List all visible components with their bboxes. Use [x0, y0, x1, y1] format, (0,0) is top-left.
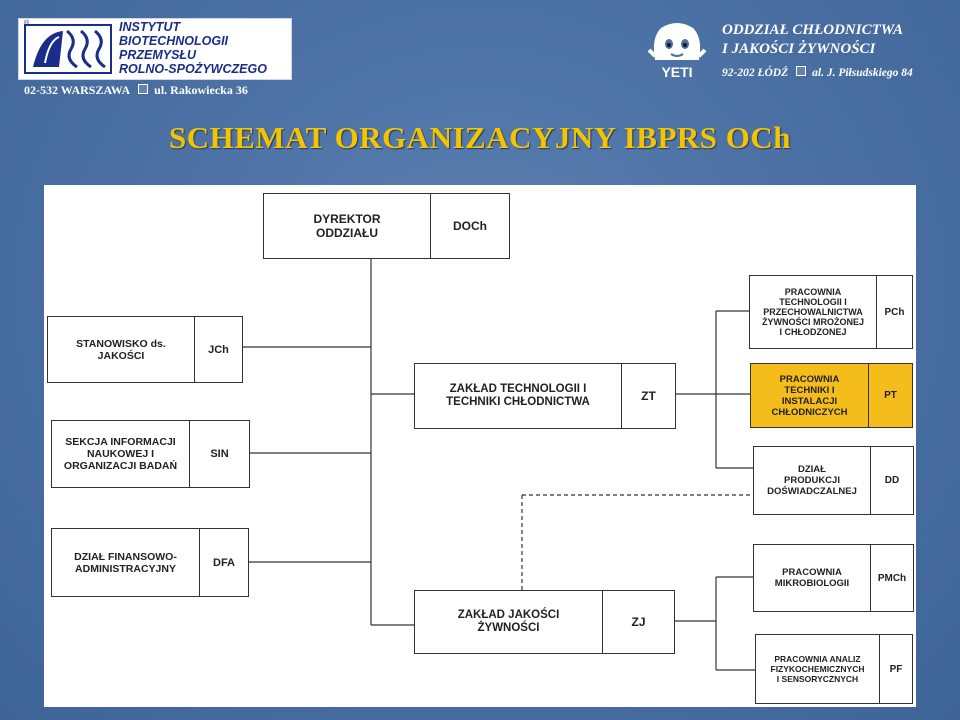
square-bullet-icon: [138, 84, 148, 94]
box-pt-code: PT: [884, 390, 897, 401]
right-address-street: al. J. Piłsudskiego 84: [812, 67, 913, 79]
dept-name-line-2: I JAKOŚCI ŻYWNOŚCI: [722, 41, 876, 57]
box-pmch[interactable]: [753, 544, 914, 612]
box-dd[interactable]: [753, 446, 914, 515]
right-address: [722, 66, 913, 79]
box-pch-code: PCh: [884, 306, 905, 318]
institute-name-line-3: PRZEMYSŁU: [119, 48, 197, 62]
box-sin-name: SEKCJA INFORMACJI NAUKOWEJ I ORGANIZACJI BADAŃ: [52, 421, 190, 487]
box-dd-name: DZIAŁ PRODUKCJI DOŚWIADCZALNEJ: [754, 447, 871, 514]
org-chart: [44, 185, 916, 707]
box-pmch-code: PMCh: [877, 572, 907, 584]
box-pt-name: PRACOWNIA TECHNIKI I INSTALACJI CHŁODNICZYCH: [751, 364, 869, 427]
square-bullet-icon: [796, 66, 806, 76]
box-director[interactable]: [263, 193, 510, 259]
box-pt[interactable]: [750, 363, 913, 428]
box-dd-code: DD: [884, 475, 900, 486]
box-zj-name: ZAKŁAD JAKOŚCI ŻYWNOŚCI: [415, 591, 603, 653]
box-zj-code: ZJ: [631, 615, 646, 629]
box-zt-name: ZAKŁAD TECHNOLOGII I TECHNIKI CHŁODNICTWA: [415, 364, 622, 428]
box-pch-name: PRACOWNIA TECHNOLOGII I PRZECHOWALNICTWA ŻYWNOŚCI MROŻONEJ I CHŁODZONEJ: [750, 276, 877, 348]
box-dfa[interactable]: [51, 528, 249, 597]
box-zt-code: ZT: [641, 389, 656, 403]
institute-name-line-4: ROLNO-SPOŻYWCZEGO: [119, 62, 267, 76]
registered-mark: ®: [24, 20, 30, 27]
dept-name-line-1: ODDZIAŁ CHŁODNICTWA: [722, 22, 903, 38]
box-jakosc[interactable]: [47, 316, 243, 383]
institute-logo: [18, 18, 292, 80]
page-title: SCHEMAT ORGANIZACYJNY IBPRS OCh: [168, 120, 792, 155]
box-pf-name: PRACOWNIA ANALIZ FIZYKOCHEMICZNYCH I SENSORYCZNYCH: [756, 635, 880, 703]
box-sin-code: SIN: [210, 448, 229, 460]
institute-name-line-2: BIOTECHNOLOGII: [119, 34, 229, 48]
box-dfa-code: DFA: [213, 556, 235, 569]
box-zj[interactable]: [414, 590, 675, 654]
left-address-street: ul. Rakowiecka 36: [154, 83, 248, 97]
institute-emblem-icon: [23, 23, 113, 75]
left-address: [24, 83, 248, 98]
yeti-logo-text: YETI: [661, 64, 693, 80]
right-address-city: 92-202 ŁÓDŹ: [722, 67, 789, 79]
box-pmch-name: PRACOWNIA MIKROBIOLOGII: [754, 545, 871, 611]
box-sin[interactable]: [51, 420, 250, 488]
box-jakosc-code: JCh: [208, 343, 229, 356]
box-director-name: DYREKTOR ODDZIAŁU: [264, 194, 431, 258]
box-dfa-name: DZIAŁ FINANSOWO- ADMINISTRACYJNY: [52, 529, 200, 596]
box-pf-code: PF: [889, 663, 903, 675]
box-pf[interactable]: [755, 634, 913, 704]
left-address-city: 02-532 WARSZAWA: [24, 83, 131, 97]
yeti-logo: [645, 20, 709, 80]
institute-name-line-1: INSTYTUT: [119, 20, 181, 34]
box-director-code: DOCh: [453, 219, 487, 233]
box-jakosc-name: STANOWISKO ds. JAKOŚCI: [48, 317, 195, 382]
box-zt[interactable]: [414, 363, 676, 429]
box-pch[interactable]: [749, 275, 913, 349]
